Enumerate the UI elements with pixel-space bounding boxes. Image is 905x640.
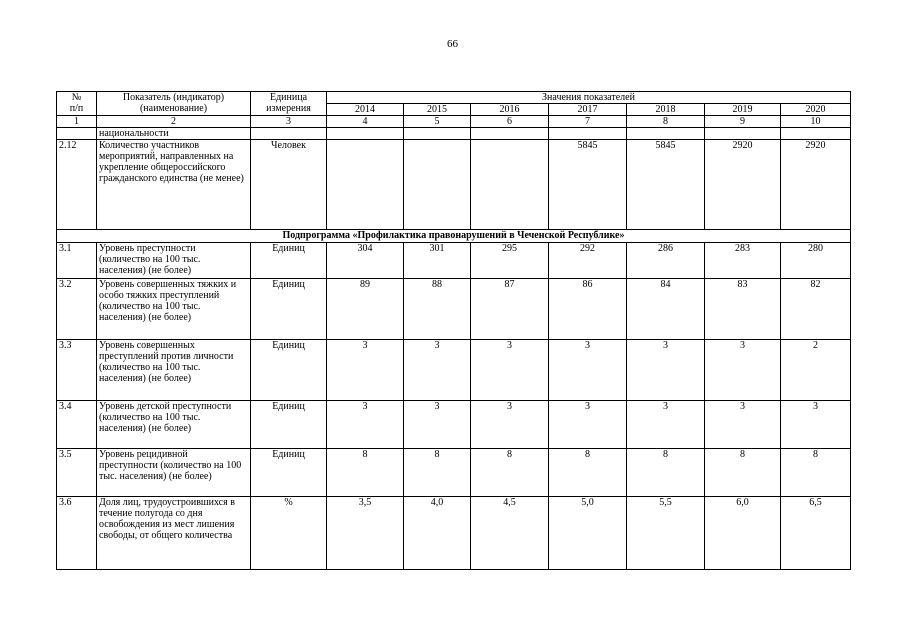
table-row (57, 340, 851, 401)
continuation-row (57, 128, 851, 140)
indicators-table (56, 91, 851, 570)
indicator-value: 3 (404, 340, 471, 401)
indicator-value: 5845 (549, 140, 627, 230)
table-row (57, 497, 851, 570)
row-number: 3.5 (57, 449, 97, 497)
indicator-value: 4,5 (471, 497, 549, 570)
indicator-value: 5845 (627, 140, 705, 230)
indicator-value: 8 (781, 449, 851, 497)
indicator-name: Уровень совершенных тяжких и особо тяжких преступлений (количество на 100 тыс. населения) (не более) (97, 279, 251, 340)
indicator-unit: Единиц (251, 401, 327, 449)
indicator-value (327, 140, 404, 230)
col-number: 6 (471, 116, 549, 128)
continuation-text: национальности (97, 128, 251, 140)
indicator-value: 3 (705, 340, 781, 401)
indicator-value: 3 (627, 401, 705, 449)
col-number: 5 (404, 116, 471, 128)
header-indicator: Показатель (индикатор) (наименование) (97, 92, 251, 116)
indicator-value: 3 (471, 401, 549, 449)
indicator-value: 3 (627, 340, 705, 401)
indicator-name: Доля лиц, трудоустроившихся в течение полугода со дня освобождения из мест лишения свободы, от общего количества (97, 497, 251, 570)
indicator-value: 8 (549, 449, 627, 497)
indicator-value: 301 (404, 243, 471, 279)
row-number: 3.6 (57, 497, 97, 570)
indicator-value: 292 (549, 243, 627, 279)
header-year: 2017 (549, 104, 627, 116)
indicator-value: 280 (781, 243, 851, 279)
indicator-value: 5,0 (549, 497, 627, 570)
indicator-value: 6,0 (705, 497, 781, 570)
indicator-value: 83 (705, 279, 781, 340)
indicator-name: Уровень детской преступности (количество на 100 тыс. населения) (не более) (97, 401, 251, 449)
indicator-name: Уровень рецидивной преступности (количество на 100 тыс. населения) (не более) (97, 449, 251, 497)
header-year: 2014 (327, 104, 404, 116)
col-number: 4 (327, 116, 404, 128)
subprogram-title: Подпрограмма «Профилактика правонарушений в Чеченской Республике» (57, 230, 851, 243)
row-number: 3.4 (57, 401, 97, 449)
indicator-value: 87 (471, 279, 549, 340)
indicator-value: 84 (627, 279, 705, 340)
indicator-value: 3 (549, 401, 627, 449)
col-number: 7 (549, 116, 627, 128)
indicator-value: 4,0 (404, 497, 471, 570)
indicator-value: 2920 (705, 140, 781, 230)
indicator-unit: Единиц (251, 243, 327, 279)
header-year: 2019 (705, 104, 781, 116)
indicator-value: 286 (627, 243, 705, 279)
header-unit: Единица измерения (251, 92, 327, 116)
row-number: 3.1 (57, 243, 97, 279)
indicator-value: 304 (327, 243, 404, 279)
indicator-value: 295 (471, 243, 549, 279)
indicator-value: 6,5 (781, 497, 851, 570)
row-number: 2.12 (57, 140, 97, 230)
col-number: 9 (705, 116, 781, 128)
indicator-unit: Единиц (251, 279, 327, 340)
indicator-value: 3 (781, 401, 851, 449)
indicator-unit: Человек (251, 140, 327, 230)
indicator-unit: Единиц (251, 340, 327, 401)
indicator-value: 5,5 (627, 497, 705, 570)
col-number: 2 (97, 116, 251, 128)
page-number: 66 (447, 38, 458, 50)
header-year: 2016 (471, 104, 549, 116)
indicator-name: Уровень совершенных преступлений против личности (количество на 100 тыс. населения) (не более) (97, 340, 251, 401)
indicator-value: 2 (781, 340, 851, 401)
indicator-value: 3 (327, 401, 404, 449)
indicator-value: 8 (705, 449, 781, 497)
indicator-value: 3 (705, 401, 781, 449)
col-number: 3 (251, 116, 327, 128)
indicator-value: 86 (549, 279, 627, 340)
indicator-value: 8 (627, 449, 705, 497)
table-row (57, 279, 851, 340)
table-row (57, 401, 851, 449)
indicator-value: 3 (549, 340, 627, 401)
indicator-value: 3 (471, 340, 549, 401)
row-number: 3.2 (57, 279, 97, 340)
indicator-value: 3 (404, 401, 471, 449)
indicator-unit: % (251, 497, 327, 570)
indicator-value (404, 140, 471, 230)
indicator-value: 8 (471, 449, 549, 497)
indicator-unit: Единиц (251, 449, 327, 497)
col-number: 10 (781, 116, 851, 128)
subprogram-row (57, 230, 851, 243)
indicator-name: Количество участников мероприятий, направленных на укрепление общероссийского гражданского единства (не менее) (97, 140, 251, 230)
indicator-value: 283 (705, 243, 781, 279)
indicator-value (471, 140, 549, 230)
indicator-value: 3 (327, 340, 404, 401)
col-number: 8 (627, 116, 705, 128)
row-number: 3.3 (57, 340, 97, 401)
indicator-value: 82 (781, 279, 851, 340)
indicator-value: 2920 (781, 140, 851, 230)
indicator-name: Уровень преступности (количество на 100 тыс. населения) (не более) (97, 243, 251, 279)
header-no: № п/п (57, 92, 97, 116)
col-number: 1 (57, 116, 97, 128)
header-year: 2018 (627, 104, 705, 116)
table-row (57, 243, 851, 279)
indicator-value: 89 (327, 279, 404, 340)
indicator-value: 8 (404, 449, 471, 497)
indicator-value: 88 (404, 279, 471, 340)
header-values-title: Значения показателей (327, 92, 851, 104)
header-year: 2020 (781, 104, 851, 116)
indicator-value: 3,5 (327, 497, 404, 570)
indicator-value: 8 (327, 449, 404, 497)
table-row (57, 449, 851, 497)
header-year: 2015 (404, 104, 471, 116)
table-row (57, 140, 851, 230)
